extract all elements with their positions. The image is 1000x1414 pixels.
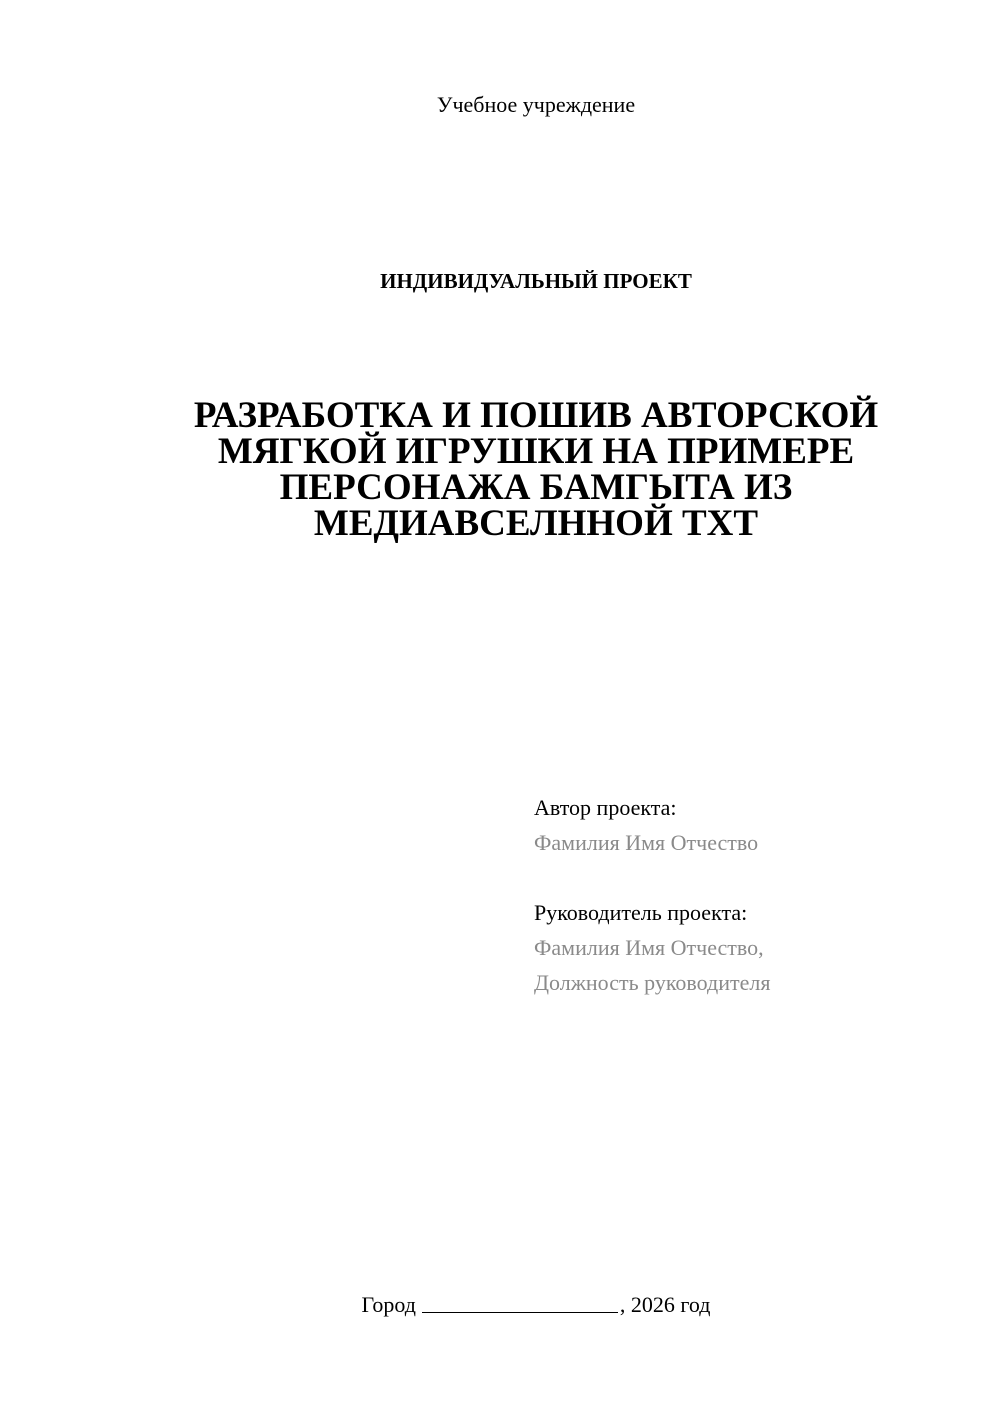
city-blank-underline <box>422 1292 618 1313</box>
title-line: МЕДИАВСЕЛННОЙ ТХТ <box>313 503 759 544</box>
title-line: РАЗРАБОТКА И ПОШИВ АВТОРСКОЙ <box>193 395 879 436</box>
credits-block <box>534 790 974 1000</box>
supervisor-label: Руководитель проекта: <box>534 900 748 925</box>
author-label: Автор проекта: <box>534 795 677 820</box>
project-title <box>150 395 922 544</box>
author-name-placeholder: Фамилия Имя Отчество <box>534 830 759 855</box>
supervisor-position-placeholder: Должность руководителя <box>534 970 771 995</box>
city-label: Город <box>361 1292 416 1317</box>
supervisor-name-placeholder: Фамилия Имя Отчество, <box>534 935 764 960</box>
spacer <box>534 860 974 895</box>
title-line: ПЕРСОНАЖА БАМГЫТА ИЗ <box>279 467 793 508</box>
document-type: ИНДИВИДУАЛЬНЫЙ ПРОЕКТ <box>380 269 692 293</box>
title-line: МЯГКОЙ ИГРУШКИ НА ПРИМЕРЕ <box>217 431 855 472</box>
institution-name: Учебное учреждение <box>436 92 636 117</box>
year-text: , 2026 год <box>619 1292 711 1317</box>
city-year-line <box>0 1291 1000 1319</box>
